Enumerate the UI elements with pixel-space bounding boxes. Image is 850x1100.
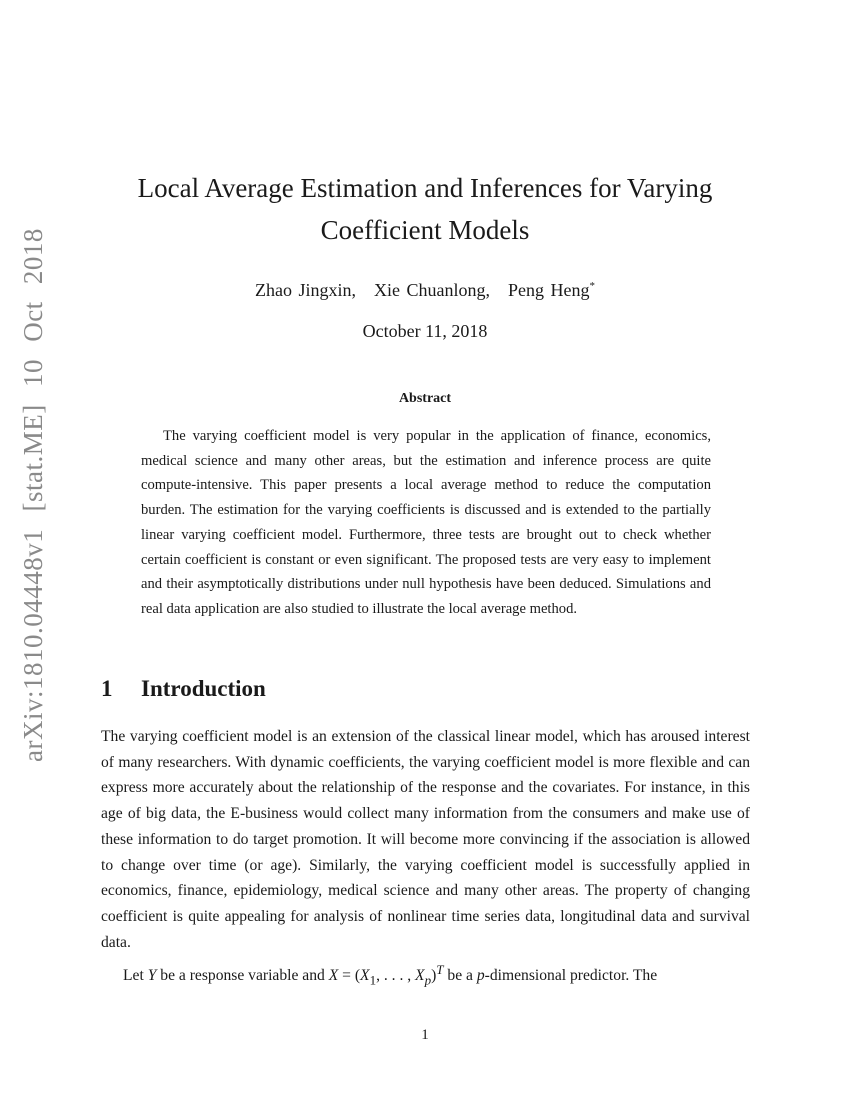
author-name: Xie Chuanlong,: [374, 280, 490, 300]
abstract-body: The varying coefficient model is very popular in the application of finance, economics, medical science and many other areas, but the estimation and inference process are quite compute-intensive. This paper presents a local average method to reduce the computation burden. The estimation for the varying coefficients is discussed and is extended to the partially linear varying coefficient model. Furthermore, three tests are brought out to check whether certain coefficient is constant or even significant. The proposed tests are very easy to implement and their asymptotically distributions under null hypothesis have been deduced. Simulations and real data application are also studied to illustrate the local average method.: [141, 428, 711, 617]
math-variable: X: [328, 967, 339, 985]
abstract-heading: Abstract: [398, 391, 452, 406]
text-span: ): [431, 967, 437, 985]
math-subscript: p: [424, 972, 432, 988]
math-variable: X: [415, 967, 425, 985]
arxiv-identifier-stamp: arXiv:1810.04448v1 [stat.ME] 10 Oct 2018: [18, 228, 48, 762]
paper-title-line-1: Local Average Estimation and Inferences for Varying: [137, 173, 713, 203]
math-superscript: T: [436, 962, 444, 977]
text-span: be a response variable and: [156, 967, 329, 985]
paper-date: October 11, 2018: [362, 321, 488, 341]
author-list: [0, 280, 850, 301]
author-name: Peng Heng: [508, 280, 590, 300]
intro-paragraph: [101, 957, 750, 993]
paper-title: [0, 167, 850, 251]
math-variable: X: [360, 967, 370, 985]
section-number: 1: [101, 676, 113, 701]
intro-paragraph: The varying coefficient model is an extension of the classical linear model, which has aroused interest of many researchers. With dynamic coefficients, the varying coefficient model is more flexible and can express more accurately about the relationship of the response and the covariates. For instance, in this age of big data, the E-business would collect many information from the consumers and make use of these information to do target promotion. It will become more convincing if the association is allowed to change over time (or age). Similarly, the varying coefficient model is successfully applied in economics, finance, epidemiology, medical science and many other areas. The property of changing coefficient is quite appealing for analysis of nonlinear time series data, longitudinal data and survival data.: [101, 728, 750, 951]
text-span: , . . . ,: [376, 967, 416, 985]
page-number: 1: [421, 1027, 429, 1043]
section-heading: [101, 676, 266, 702]
author-name: Zhao Jingxin,: [255, 280, 356, 300]
math-variable: Y: [147, 967, 157, 985]
text-span: -dimensional predictor. The: [484, 967, 658, 985]
section-title: Introduction: [141, 676, 266, 701]
paper-title-line-2: Coefficient Models: [320, 215, 530, 245]
text-span: be a: [443, 967, 477, 985]
text-span: = (: [338, 967, 361, 985]
math-subscript: 1: [369, 972, 377, 988]
math-variable: p: [476, 967, 485, 985]
text-span: Let: [123, 967, 148, 985]
corresponding-author-mark: *: [589, 280, 595, 292]
